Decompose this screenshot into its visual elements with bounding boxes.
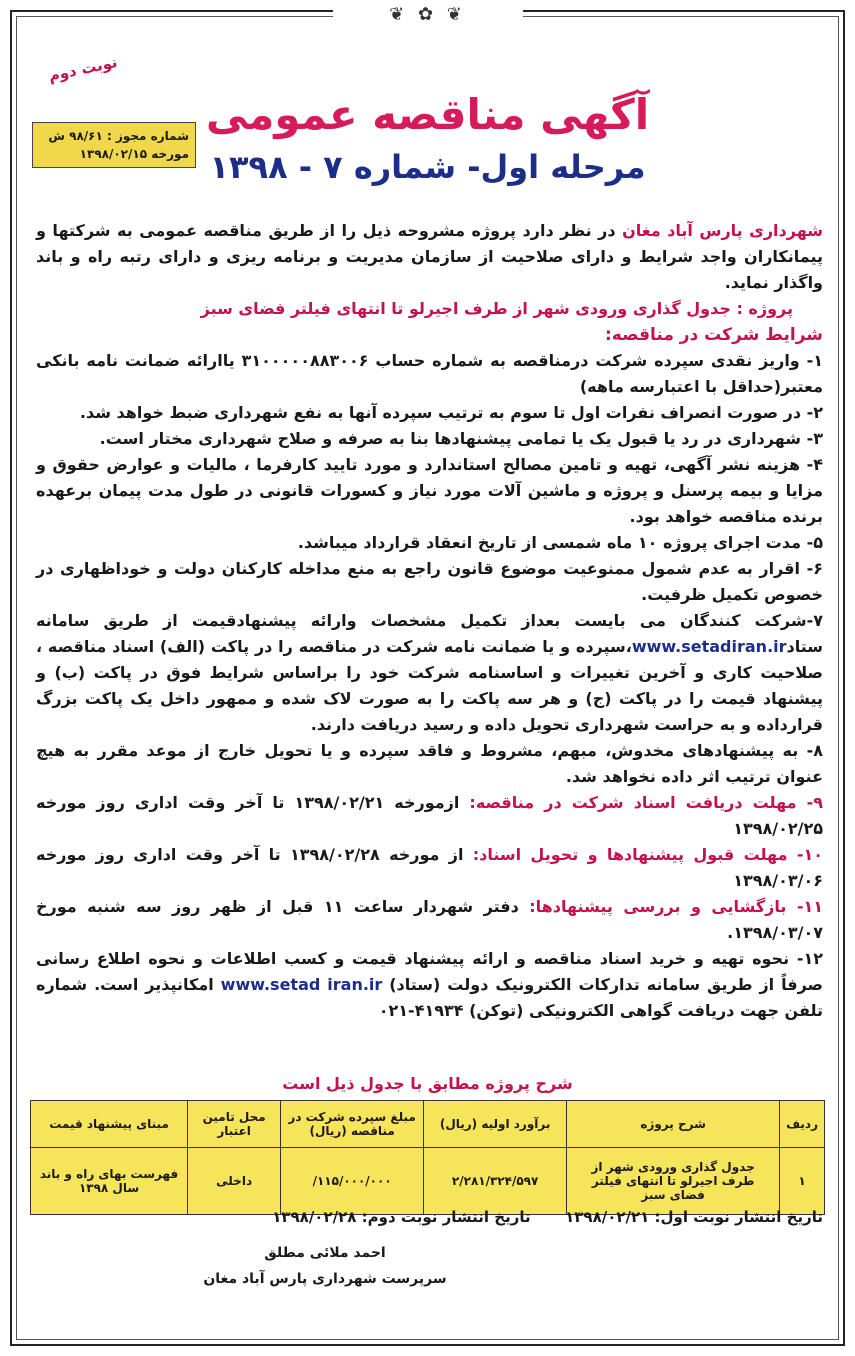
cell-deposit: ۱۱۵/۰۰۰/۰۰۰/ — [281, 1148, 424, 1215]
header-basis: مبنای پیشنهاد قیمت — [31, 1101, 188, 1148]
setad-link-2[interactable]: www.setad iran.ir — [220, 975, 383, 994]
signer-position: سرپرست شهرداری پارس آباد مغان — [203, 1271, 447, 1287]
condition-9-text: ازمورخه ۱۳۹۸/۰۲/۲۱ تا آخر وقت اداری روز مورخه ۱۳۹۸/۰۲/۲۵ — [36, 793, 823, 838]
header-row-number: ردیف — [780, 1101, 825, 1148]
header-deposit: مبلغ سپرده شرکت در مناقصه (ریال) — [281, 1101, 424, 1148]
org-name: شهرداری پارس آباد مغان — [622, 221, 823, 240]
cell-basis: فهرست بهای راه و باند سال ۱۳۹۸ — [31, 1148, 188, 1215]
second-publication-date: تاریخ انتشار نوبت دوم: ۱۳۹۸/۰۲/۲۸ — [272, 1208, 531, 1226]
cell-row-number: ۱ — [780, 1148, 825, 1215]
cell-funding: داخلی — [188, 1148, 281, 1215]
project-line: پروژه : جدول گذاری ورودی شهر از طرف اجیرلو تا انتهای فیلتر فضای سبز — [200, 299, 793, 318]
setad-link[interactable]: www.setadiran.ir — [631, 637, 787, 656]
notice-body — [36, 218, 823, 1024]
header-description: شرح پروژه — [567, 1101, 780, 1148]
conditions-heading: شرایط شرکت در مناقصه: — [605, 325, 823, 345]
condition-12-text-b: امکانپذیر است. شماره تلفن جهت دریافت گواهی الکترونیکی (توکن) ۴۱۹۳۴-۰۲۱ — [36, 975, 823, 1020]
intro-text: در نظر دارد پروژه مشروحه ذیل را از طریق مناقصه عمومی به شرکتها و پیمانکاران واجد شرایط و دارای صلاحیت از سازمان مدیریت و برنامه ریزی و دارای رتبه راه و باند واگذار نماید. — [36, 221, 823, 292]
condition-7-text-a: ۷-شرکت کنندگان می بایست بعداز تکمیل مشخصات وارائه پیشنهادقیمت از طریق سامانه ستاد — [36, 611, 823, 656]
condition-10-label: ۱۰- مهلت قبول پیشنهادها و تحویل اسناد: — [472, 845, 823, 864]
condition-10-text: از مورخه ۱۳۹۸/۰۲/۲۸ تا آخر وقت اداری روز مورخه ۱۳۹۸/۰۳/۰۶ — [36, 845, 823, 890]
condition-11 — [36, 894, 823, 946]
table-header-row — [31, 1101, 825, 1148]
permit-box — [32, 122, 196, 168]
condition-7 — [36, 608, 823, 738]
table-title: شرح پروژه مطابق با جدول ذیل است — [282, 1074, 573, 1093]
condition-10 — [36, 842, 823, 894]
condition-9 — [36, 790, 823, 842]
condition-6: ۶- اقرار به عدم شمول ممنوعیت موضوع قانون راجع به منع مداخله کارکنان دولت و خوداظهاری در خصوص تکمیل ظرفیت. — [36, 559, 823, 604]
condition-1: ۱- واریز نقدی سپرده شرکت درمناقصه به شماره حساب ۳۱۰۰۰۰۰۸۸۳۰۰۶ یاارائه ضمانت نامه بانکی معتبر(حداقل با اعتبارسه ماهه) — [36, 351, 823, 396]
signer-block — [200, 1240, 450, 1292]
page-title: آگهی مناقصه عمومی — [205, 90, 650, 139]
second-notice-label: نوبت دوم — [46, 52, 119, 86]
cell-description: جدول گذاری ورودی شهر از طرف اجیرلو تا انتهای فیلتر فضای سبز — [567, 1148, 780, 1215]
condition-12 — [36, 946, 823, 1024]
condition-2: ۲- در صورت انصراف نفرات اول تا سوم به ترتیب سپرده آنها به نفع شهرداری ضبط خواهد شد. — [79, 403, 823, 422]
condition-9-label: ۹- مهلت دریافت اسناد شرکت در مناقصه: — [469, 793, 824, 812]
permit-date: مورخه ۱۳۹۸/۰۲/۱۵ — [79, 147, 189, 161]
page-subtitle: مرحله اول- شماره ۷ - ۱۳۹۸ — [209, 148, 646, 186]
condition-5: ۵- مدت اجرای پروژه ۱۰ ماه شمسی از تاریخ انعقاد قرارداد میباشد. — [297, 533, 823, 552]
publication-dates — [40, 1208, 823, 1226]
projects-table — [30, 1100, 825, 1215]
condition-4: ۴- هزینه نشر آگهی، تهیه و تامین مصالح استاندارد و مورد تایید کارفرما ، مالیات و عوارض حقوق و مزایا و بیمه پرسنل و پروژه و ماشین آلات مورد نیاز و کسورات قانونی در طول مدت پیمان برعهده برنده مناقصه خواهد بود. — [36, 455, 823, 526]
top-ornament-icon: ❦ ✿ ❦ — [333, 4, 523, 30]
intro-paragraph — [36, 218, 823, 296]
cell-estimate: ۲/۲۸۱/۳۲۴/۵۹۷ — [424, 1148, 567, 1215]
permit-number: شماره مجوز : ۹۸/۶۱ ش — [48, 129, 189, 143]
condition-11-text: دفتر شهردار ساعت ۱۱ قبل از ظهر روز سه شنبه مورخ ۱۳۹۸/۰۳/۰۷. — [36, 897, 823, 942]
condition-8: ۸- به پیشنهادهای مخدوش، مبهم، مشروط و فاقد سپرده و یا تحویل خارج از موعد مقرر به هیچ عنوان ترتیب اثر داده نخواهد شد. — [36, 741, 823, 786]
first-publication-date: تاریخ انتشار نوبت اول: ۱۳۹۸/۰۲/۲۱ — [565, 1208, 823, 1226]
condition-3: ۳- شهرداری در رد یا قبول یک یا تمامی پیشنهادها بنا به صرفه و صلاح شهرداری مختار است. — [99, 429, 823, 448]
condition-7-text-b: ،سپرده و یا ضمانت نامه شرکت در مناقصه را در پاکت (الف) اسناد مناقصه ، صلاحیت کاری و آخرین تغییرات و اساسنامه شرکت خود را براساس شرایط فوق در پاکت (ب) و پیشنهاد قیمت را در پاکت (ج) و هر سه پاکت را به صورت لاک شده و ممهور داخل یک پاکت بزرگ قرارداده و به حراست شهرداری تحویل داده و رسید دریافت دارند. — [36, 637, 823, 734]
table-row — [31, 1148, 825, 1215]
header-funding: محل تامین اعتبار — [188, 1101, 281, 1148]
condition-12-text-a: ۱۲- نحوه تهیه و خرید اسناد مناقصه و ارائه پیشنهاد قیمت و کسب اطلاعات و نحوه اطلاع رسانی صرفاً از طریق سامانه تدارکات الکترونیک دولت (ستاد) — [36, 949, 823, 994]
signer-name: احمد ملائی مطلق — [264, 1245, 386, 1261]
condition-11-label: ۱۱- بازگشایی و بررسی پیشنهادها: — [529, 897, 824, 916]
header-estimate: برآورد اولیه (ریال) — [424, 1101, 567, 1148]
